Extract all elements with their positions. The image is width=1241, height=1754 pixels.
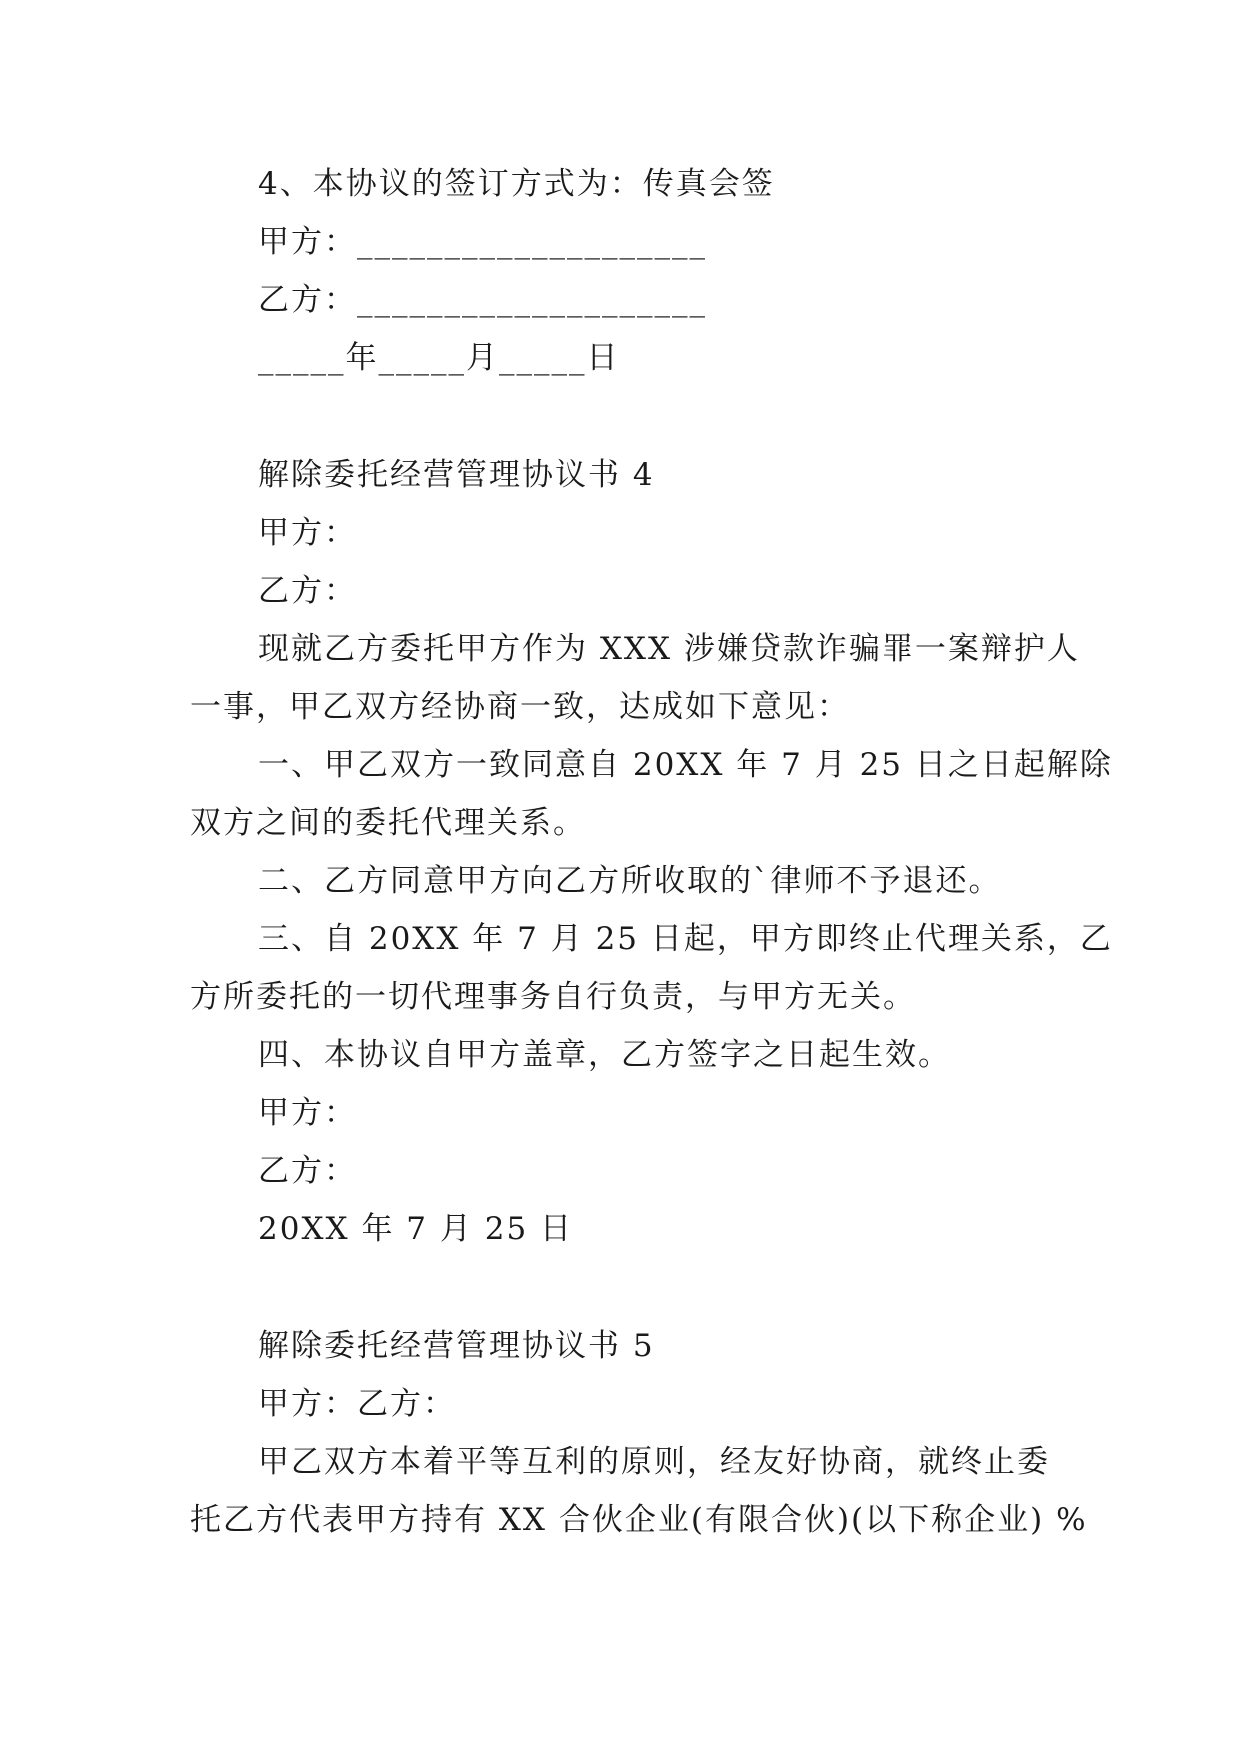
section-title-4: 解除委托经营管理协议书 4 [258,457,655,493]
date-blank-line: _____年_____月_____日 [258,340,620,376]
preamble-line-2: 一事，甲乙双方经协商一致，达成如下意见： [190,689,850,725]
party-a-signature-line: 甲方：____________________ [258,224,707,260]
party-a-sign-label: 甲方： [258,1095,357,1131]
article-1-line-2: 双方之间的委托代理关系。 [190,805,586,841]
intro-line-1: 甲乙双方本着平等互利的原则，经友好协商，就终止委 [258,1444,1050,1480]
preamble-line-1: 现就乙方委托甲方作为 XXX 涉嫌贷款诈骗罪一案辩护人 [258,631,1080,667]
article-3-line-2: 方所委托的一切代理事务自行负责，与甲方无关。 [190,979,916,1015]
parties-label: 甲方：乙方： [258,1386,456,1422]
party-b-signature-line: 乙方：____________________ [258,282,707,318]
party-b-sign-label: 乙方： [258,1153,357,1189]
signing-date: 20XX 年 7 月 25 日 [258,1211,574,1247]
clause-4-signing-method: 4、本协议的签订方式为：传真会签 [258,166,775,202]
article-1-line-1: 一、甲乙双方一致同意自 20XX 年 7 月 25 日之日起解除 [258,747,1113,783]
party-a-label: 甲方： [258,515,357,551]
intro-line-2: 托乙方代表甲方持有 XX 合伙企业(有限合伙)(以下称企业) % [190,1502,1088,1538]
article-2: 二、乙方同意甲方向乙方所收取的`律师不予退还。 [258,863,1002,899]
party-b-label: 乙方： [258,573,357,609]
section-title-5: 解除委托经营管理协议书 5 [258,1328,655,1364]
article-3-line-1: 三、自 20XX 年 7 月 25 日起，甲方即终止代理关系，乙 [258,921,1113,957]
article-4: 四、本协议自甲方盖章，乙方签字之日起生效。 [258,1037,951,1073]
